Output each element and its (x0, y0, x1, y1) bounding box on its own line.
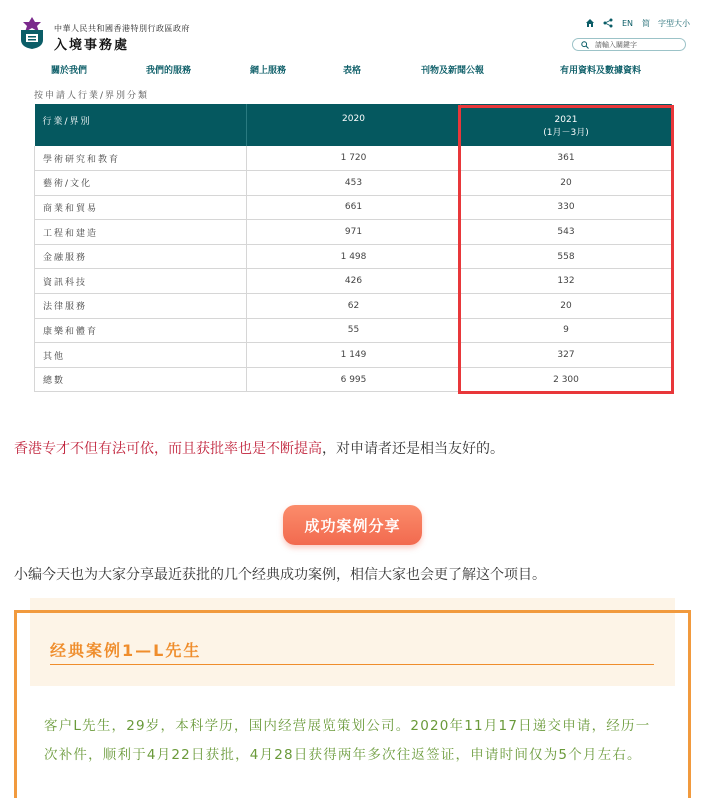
header-sector: 行業/界別 (35, 104, 247, 146)
header-2020: 2020 (247, 104, 461, 146)
sector-cell: 工程和建造 (35, 220, 247, 245)
nav-item-forms[interactable]: 表格 (343, 66, 362, 76)
value-2021-cell: 361 (461, 146, 672, 171)
nav-item-useful-info[interactable]: 有用資料及數據資料 (560, 66, 642, 76)
search-input[interactable] (572, 38, 686, 51)
value-2020-cell: 971 (247, 220, 461, 245)
case-description: 客户L先生，29岁，本科学历，国内经营展览策划公司。2020年11月17日递交申请，经历一次补件，顺利于4月22日获批，4月28日获得两年多次往返签证，申请时间仅为5个月左右。 (44, 718, 651, 763)
table-subtitle: 按申請人行業/界別分類 (34, 91, 150, 101)
value-2021-cell: 132 (461, 269, 672, 294)
font-size-link[interactable]: 字型大小 (658, 18, 690, 28)
sector-cell: 學術研究和教育 (35, 146, 247, 171)
paragraph-highlight: 香港专才不但有法可依，而且获批率也是不断提高 (14, 441, 322, 457)
search-placeholder: 請輸入關鍵字 (595, 40, 637, 49)
lang-en-link[interactable]: EN (622, 18, 634, 28)
lang-sc-link[interactable]: 简 (642, 18, 650, 28)
department-name: 入境事務處 (54, 38, 130, 53)
hksar-emblem-icon (18, 16, 46, 50)
government-line: 中華人民共和國香港特別行政區政府 (54, 24, 190, 33)
sector-cell: 金融服務 (35, 244, 247, 269)
value-2020-cell: 1 149 (247, 343, 461, 368)
share-icon[interactable] (603, 17, 613, 29)
value-2021-cell: 330 (461, 195, 672, 220)
sector-cell: 法律服務 (35, 294, 247, 319)
nav-item-publications[interactable]: 刊物及新聞公報 (421, 66, 485, 76)
nav-item-online[interactable]: 網上服務 (250, 66, 287, 76)
value-2020-cell: 6 995 (247, 367, 461, 392)
case-title-divider (50, 664, 654, 665)
sector-cell: 商業和貿易 (35, 195, 247, 220)
value-2020-cell: 426 (247, 269, 461, 294)
header-2021-period: (1月－3月) (543, 128, 589, 138)
value-2021-cell: 9 (461, 318, 672, 343)
value-2020-cell: 661 (247, 195, 461, 220)
sector-cell: 其他 (35, 343, 247, 368)
site-header (0, 0, 701, 90)
header-2021-year: 2021 (554, 115, 578, 125)
search-icon (581, 41, 589, 49)
value-2021-cell: 543 (461, 220, 672, 245)
value-2021-cell: 20 (461, 294, 672, 319)
sector-cell: 康樂和體育 (35, 318, 247, 343)
value-2020-cell: 1 720 (247, 146, 461, 171)
paragraph-approval-rate (14, 438, 504, 458)
value-2020-cell: 62 (247, 294, 461, 319)
paragraph-intro: 小编今天也为大家分享最近获批的几个经典成功案例，相信大家也会更了解这个项目。 (14, 567, 546, 583)
sector-cell: 資訊科技 (35, 269, 247, 294)
nav-item-about[interactable]: 關於我們 (51, 66, 88, 76)
nav-item-services[interactable]: 我們的服務 (146, 66, 192, 76)
sector-cell: 總數 (35, 367, 247, 392)
success-cases-heading: 成功案例分享 (283, 505, 422, 545)
home-icon[interactable] (585, 17, 595, 29)
paragraph-rest: ，对申请者还是相当友好的。 (322, 441, 504, 457)
value-2021-cell: 2 300 (461, 367, 672, 392)
value-2020-cell: 453 (247, 171, 461, 196)
value-2020-cell: 1 498 (247, 244, 461, 269)
case-title: 经典案例1—L先生 (50, 641, 202, 660)
value-2020-cell: 55 (247, 318, 461, 343)
value-2021-cell: 327 (461, 343, 672, 368)
highlight-box (458, 105, 674, 394)
value-2021-cell: 558 (461, 244, 672, 269)
sector-cell: 藝術/文化 (35, 171, 247, 196)
value-2021-cell: 20 (461, 171, 672, 196)
